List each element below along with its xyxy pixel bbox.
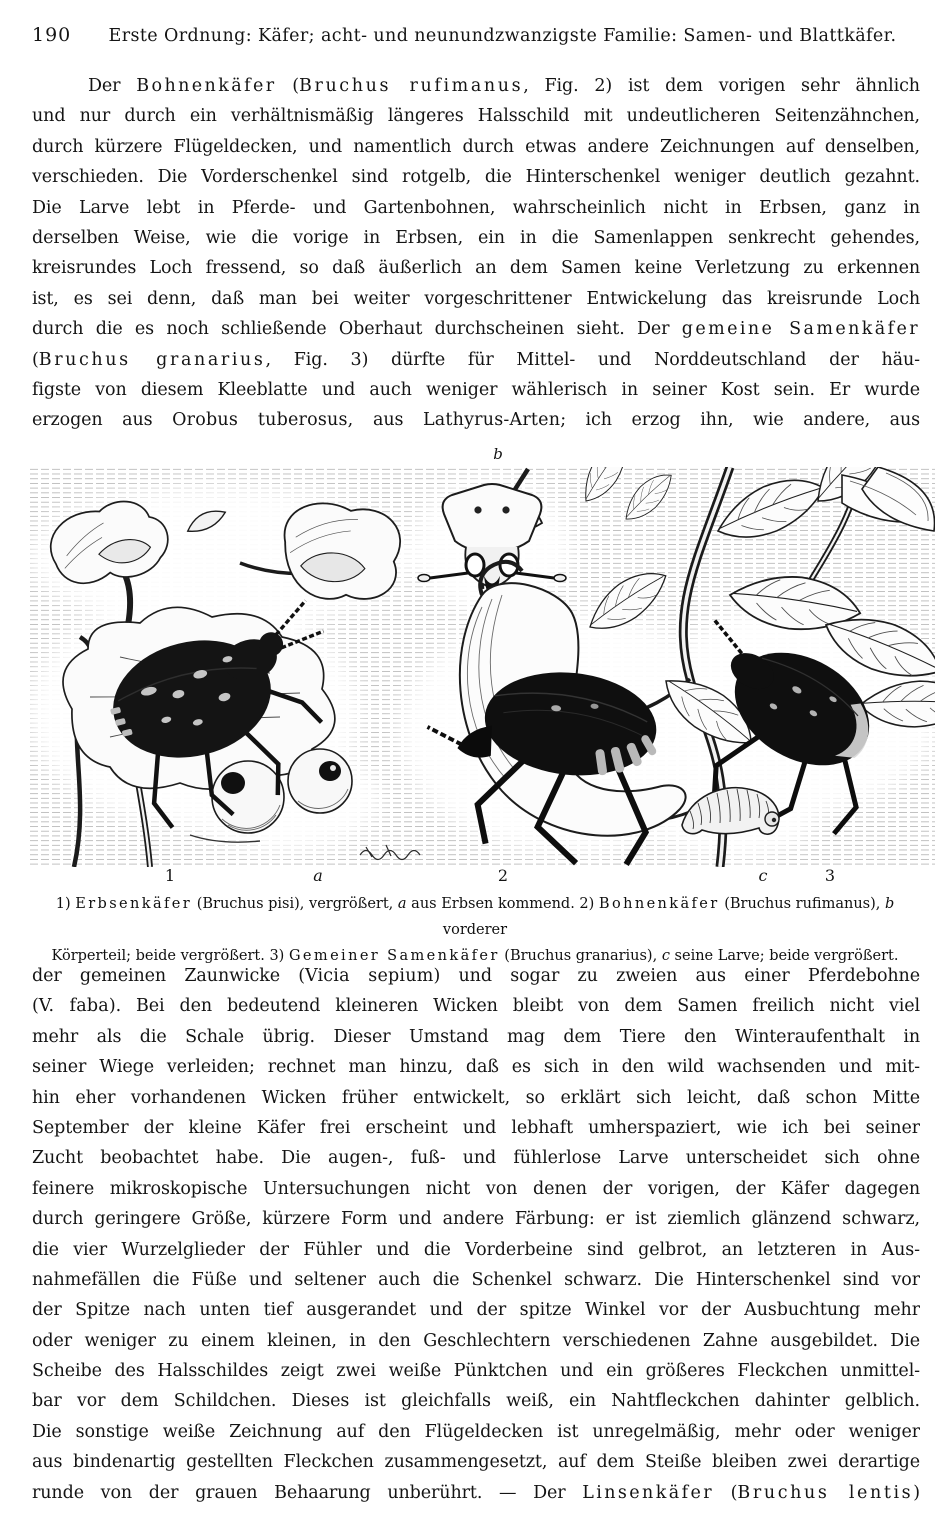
text-line: hin eher vorhandenen Wicken früher entwickelt, so erklärt sich leicht, daß schon Mitte [32, 1087, 920, 1108]
figure-caption-line-1: 1) Erbsenkäfer (Bruchus pisi), vergrößert, a aus Erbsen kommend. 2) Bohnenkäfer (Bruchus rufimanus), b vorderer [55, 896, 895, 938]
paragraph-2 [32, 961, 920, 1508]
paragraph-1 [32, 71, 920, 436]
text-line: der Spitze nach unten tief ausgerandet und der spitze Winkel vor der Ausbuchtung mehr [32, 1300, 920, 1321]
text-line: (V. faba). Bei den bedeutend kleineren Wicken bleibt von dem Samen freilich nicht viel [32, 996, 920, 1017]
figure-engraving [30, 467, 935, 867]
text-line: erzogen aus Orobus tuberosus, aus Lathyrus-Arten; ich erzog ihn, wie andere, aus [32, 410, 920, 431]
page-number: 190 [32, 24, 72, 46]
figure-caption-line-2: Körperteil; beide vergrößert. 3) Gemeiner Samenkäfer (Bruchus granarius), c seine Larve; beide vergrößert. [51, 948, 899, 964]
text-line: bar vor dem Schildchen. Dieses ist gleichfalls weiß, ein Nahtfleckchen dahinter gelblich. [32, 1391, 920, 1412]
text-line: September der kleine Käfer frei erscheint und lebhaft umherspaziert, wie ich bei seiner [32, 1117, 920, 1138]
text-line: durch die es noch schließende Oberhaut durchscheinen sieht. Der gemeine Samenkäfer [32, 319, 920, 340]
text-line: und nur durch ein verhältnismäßig längeres Halsschild mit undeutlicheren Seitenzähnchen, [32, 106, 920, 127]
figure-part-label-3: 3 [824, 866, 836, 885]
text-line: Zucht beobachtet habe. Die augen-, fuß- und fühlerlose Larve unterscheidet sich ohne [32, 1148, 920, 1169]
text-line: derselben Weise, wie die vorige in Erbsen, ein in die Samenlappen senkrecht gehendes, [32, 227, 920, 248]
text-line: Die Larve lebt in Pferde- und Gartenbohnen, wahrscheinlich nicht in Erbsen, ganz in [32, 197, 920, 218]
text-line: (Bruchus granarius, Fig. 3) dürfte für Mittel- und Norddeutschland der häu- [32, 349, 920, 370]
text-line: Der Bohnenkäfer (Bruchus rufimanus, Fig. 2) ist dem vorigen sehr ähnlich [88, 76, 920, 96]
text-line: seiner Wiege verleiden; rechnet man hinzu, daß es sich in den wild wachsenden und mit- [32, 1057, 920, 1078]
text-line: durch kürzere Flügeldecken, und namentlich durch etwas andere Zeichnungen auf denselben, [32, 136, 920, 157]
figure-part-label-c: c [758, 866, 768, 885]
text-line: mehr als die Schale übrig. Dieser Umstand mag dem Tiere den Winteraufenthalt in [32, 1026, 920, 1047]
text-line: Scheibe des Halsschildes zeigt zwei weiße Pünktchen und ein größeres Fleckchen unmittel- [32, 1361, 920, 1382]
text-line: Die sonstige weiße Zeichnung auf den Flügeldecken ist unregelmäßig, mehr oder weniger [32, 1421, 920, 1442]
text-line: der gemeinen Zaunwicke (Vicia sepium) und sogar zu zweien aus einer Pferdebohne [32, 966, 920, 986]
text-line: runde von der grauen Behaarung unberührt. — Der Linsenkäfer (Bruchus lentis) [32, 1482, 920, 1503]
text-line: figste von diesem Kleeblatte und auch weniger wählerisch in seiner Kost sein. Er wurde [32, 379, 920, 400]
figure-detail-label-b: b [493, 445, 503, 463]
text-line: oder weniger zu einem kleinen, in den Geschlechtern verschiedenen Zahne ausgebildet. Die [32, 1330, 920, 1351]
text-line: ist, es sei denn, daß man bei weiter vorgeschrittener Entwickelung das kreisrunde Loch [32, 288, 920, 309]
figure-caption [45, 891, 905, 969]
text-line: verschieden. Die Vorderschenkel sind rotgelb, die Hinterschenkel weniger deutlich gezahnt. [32, 167, 920, 188]
text-line: die vier Wurzelglieder der Fühler und die Vorderbeine sind gelbrot, an letzteren in Aus- [32, 1239, 920, 1260]
text-line: nahmefällen die Füße und seltener auch die Schenkel schwarz. Die Hinterschenkel sind vor [32, 1269, 920, 1290]
text-line: aus bindenartig gestellten Fleckchen zusammengesetzt, auf dem Steiße bleiben zwei derartige [32, 1452, 920, 1473]
running-header: Erste Ordnung: Käfer; acht- und neunundzwanzigste Familie: Samen- und Blattkäfer. [108, 26, 897, 46]
text-line: kreisrundes Loch fressend, so daß äußerlich an dem Samen keine Verletzung zu erkennen [32, 258, 920, 279]
figure-part-label-a: a [313, 866, 323, 885]
figure-part-label-1: 1 [164, 866, 176, 885]
text-line: feinere mikroskopische Untersuchungen nicht von denen der vorigen, der Käfer dagegen [32, 1178, 920, 1199]
text-line: durch geringere Größe, kürzere Form und andere Färbung: er ist ziemlich glänzend schwarz, [32, 1209, 920, 1230]
figure-part-label-2: 2 [497, 866, 509, 885]
